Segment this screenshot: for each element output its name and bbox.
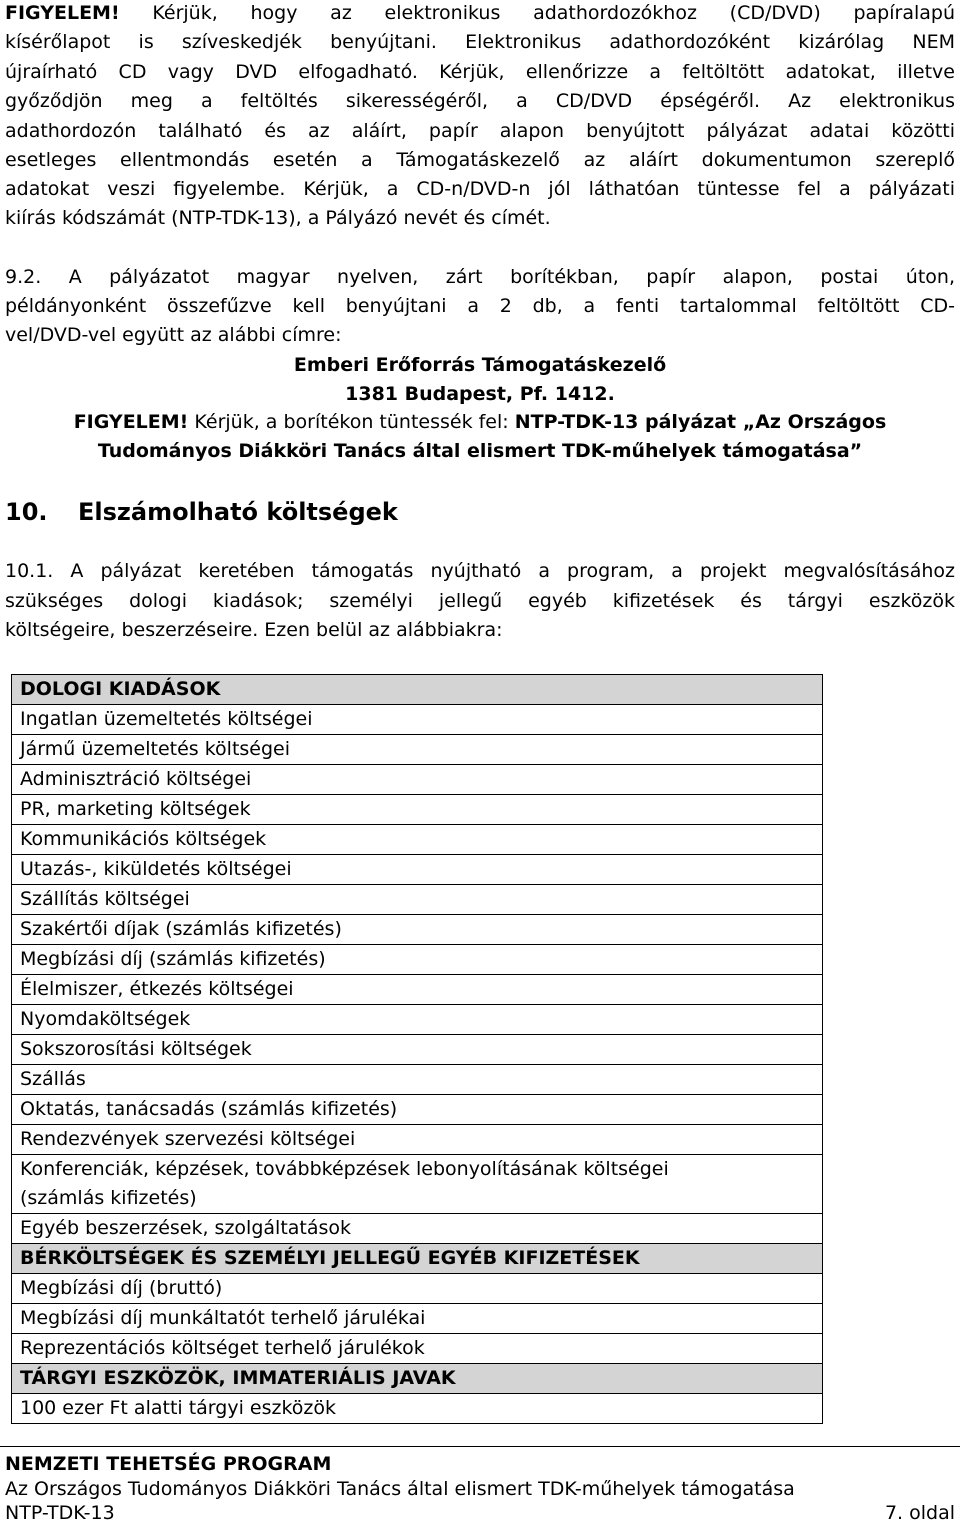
table-cell: Rendezvények szervezési költségei xyxy=(12,1125,823,1155)
table-cell: TÁRGYI ESZKÖZÖK, IMMATERIÁLIS JAVAK xyxy=(12,1364,823,1394)
section-number: 10. xyxy=(5,498,48,526)
note-text: Kérjük, a borítékon tüntessék fel: xyxy=(188,411,515,433)
table-cell: Ingatlan üzemeltetés költségei xyxy=(12,705,823,735)
table-cell: Szállás xyxy=(12,1065,823,1095)
paragraph-line: vel/DVD-vel együtt az alábbi címre: xyxy=(5,324,342,346)
table-row xyxy=(12,1095,823,1125)
table-cell: Kommunikációs költségek xyxy=(12,825,823,855)
table-row xyxy=(12,855,823,885)
table-cell: Megbízási díj (bruttó) xyxy=(12,1274,823,1304)
address-name: Emberi Erőforrás Támogatáskezelő xyxy=(293,354,667,376)
table-cell: Oktatás, tanácsadás (számlás kifizetés) xyxy=(12,1095,823,1125)
table-row xyxy=(12,1214,823,1244)
table-row xyxy=(12,1334,823,1364)
table-cell: BÉRKÖLTSÉGEK ÉS SZEMÉLYI JELLEGŰ EGYÉB KIFIZETÉSEK xyxy=(12,1244,823,1274)
table-cell: 100 ezer Ft alatti tárgyi eszközök xyxy=(12,1394,823,1424)
table-cell: Utazás-, kiküldetés költségei xyxy=(12,855,823,885)
warning-label: FIGYELEM! xyxy=(5,2,120,24)
section-title: Elszámolható költségek xyxy=(78,498,398,526)
table-row xyxy=(12,1065,823,1095)
table-cell: Jármű üzemeltetés költségei xyxy=(12,735,823,765)
paragraph-line: költségeire, beszerzéseire. Ezen belül az alábbiakra: xyxy=(5,619,503,641)
table-row xyxy=(12,705,823,735)
eligible-costs-table xyxy=(11,674,823,1424)
table-category-row xyxy=(12,1244,823,1274)
paragraph-line: adatokat veszi figyelembe. Kérjük, a CD-n/DVD-n jól láthatóan tüntesse fel a pályázati xyxy=(5,178,955,200)
table-cell: Élelmiszer, étkezés költségei xyxy=(12,975,823,1005)
footer-code: NTP-TDK-13 xyxy=(5,1502,115,1524)
table-row xyxy=(12,1155,823,1214)
table-row xyxy=(12,825,823,855)
table-row xyxy=(12,795,823,825)
table-row xyxy=(12,735,823,765)
table-category-row xyxy=(12,675,823,705)
footer-meta xyxy=(5,1501,955,1525)
table-row xyxy=(12,1125,823,1155)
table-cell: Szakértői díjak (számlás kifizetés) xyxy=(12,915,823,945)
table-row xyxy=(12,975,823,1005)
table-row xyxy=(12,1035,823,1065)
envelope-note-line2: Tudományos Diákköri Tanács által elismert TDK-műhelyek támogatása” xyxy=(97,440,863,462)
footer-divider xyxy=(0,1446,960,1447)
table-cell: Sokszorosítási költségek xyxy=(12,1035,823,1065)
paragraph-text: Kérjük, hogy az elektronikus adathordozókhoz (CD/DVD) papíralapú xyxy=(119,2,955,24)
address-postal: 1381 Budapest, Pf. 1412. xyxy=(345,383,615,405)
paragraph-line: kísérőlapot is szíveskedjék benyújtani. Elektronikus adathordozóként kizárólag NEM xyxy=(5,31,955,53)
paragraph-line: szükséges dologi kiadások; személyi jellegű egyéb kifizetések és tárgyi eszközök xyxy=(5,590,955,612)
table-cell: Reprezentációs költséget terhelő járulékok xyxy=(12,1334,823,1364)
paragraph-line: adathordozón található és az aláírt, papír alapon benyújtott pályázat adatai közötti xyxy=(5,120,955,142)
table-cell: Nyomdaköltségek xyxy=(12,1005,823,1035)
table-row xyxy=(12,915,823,945)
table-cell: PR, marketing költségek xyxy=(12,795,823,825)
table-cell: Megbízási díj (számlás kifizetés) xyxy=(12,945,823,975)
table-row xyxy=(12,765,823,795)
table-cell: Adminisztráció költségei xyxy=(12,765,823,795)
table-cell: DOLOGI KIADÁSOK xyxy=(12,675,823,705)
table-row xyxy=(12,1274,823,1304)
table-cell-line: Konferenciák, képzések, továbbképzések lebonyolításának költségei xyxy=(20,1158,669,1180)
table-row xyxy=(12,1005,823,1035)
paragraph-line: 9.2. A pályázatot magyar nyelven, zárt borítékban, papír alapon, postai úton, xyxy=(5,266,955,288)
table-cell xyxy=(12,1155,823,1214)
note-title: NTP-TDK-13 pályázat „Az Országos xyxy=(514,411,887,433)
table-row xyxy=(12,1304,823,1334)
page-number: 7. oldal xyxy=(884,1502,955,1524)
warning-label: FIGYELEM! xyxy=(73,411,189,433)
envelope-note xyxy=(5,411,955,433)
table-cell-line: (számlás kifizetés) xyxy=(20,1187,197,1209)
table-row xyxy=(12,885,823,915)
footer-subtitle: Az Országos Tudományos Diákköri Tanács által elismert TDK-műhelyek támogatása xyxy=(5,1478,795,1500)
table-cell: Szállítás költségei xyxy=(12,885,823,915)
table-cell: Egyéb beszerzések, szolgáltatások xyxy=(12,1214,823,1244)
paragraph-line: példányonként összefűzve kell benyújtani a 2 db, a fenti tartalommal feltöltött CD- xyxy=(5,295,955,317)
table-row xyxy=(12,1394,823,1424)
section-heading xyxy=(5,497,955,527)
table-category-row xyxy=(12,1364,823,1394)
paragraph-line: kiírás kódszámát (NTP-TDK-13), a Pályázó nevét és címét. xyxy=(5,207,551,229)
paragraph-line: esetleges ellentmondás esetén a Támogatáskezelő az aláírt dokumentumon szereplő xyxy=(5,149,955,171)
table-cell: Megbízási díj munkáltatót terhelő járulékai xyxy=(12,1304,823,1334)
paragraph-line: 10.1. A pályázat keretében támogatás nyújtható a program, a projekt megvalósításához xyxy=(5,560,955,582)
table-row xyxy=(12,945,823,975)
paragraph-line xyxy=(5,2,955,24)
footer-program: NEMZETI TEHETSÉG PROGRAM xyxy=(5,1453,332,1475)
paragraph-line: győződjön meg a feltöltés sikerességéről, a CD/DVD épségéről. Az elektronikus xyxy=(5,90,955,112)
paragraph-line: újraírható CD vagy DVD elfogadható. Kérjük, ellenőrizze a feltöltött adatokat, illetve xyxy=(5,61,955,83)
